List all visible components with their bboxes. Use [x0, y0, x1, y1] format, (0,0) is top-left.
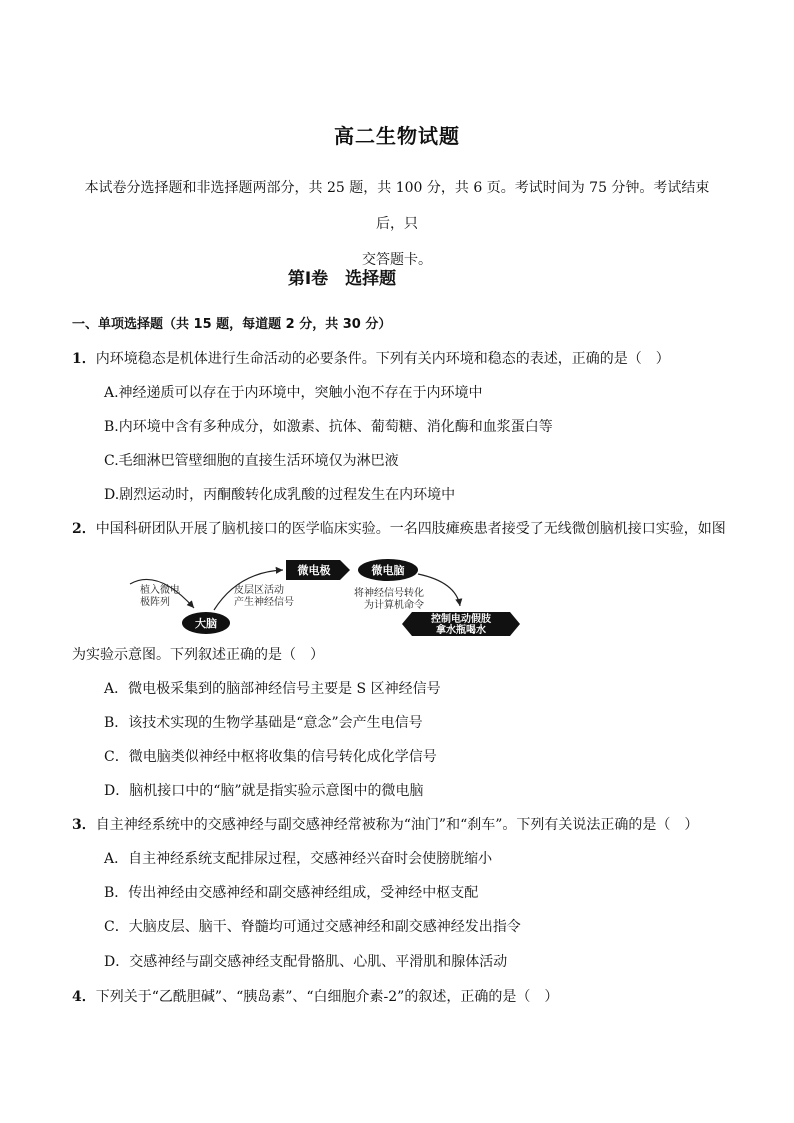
page-title: 高二生物试题 [334, 124, 460, 148]
question-2-option-a: A．微电极采集到的脑部神经信号主要是 S 区神经信号 [104, 681, 441, 697]
section-title: 第Ⅰ卷 选择题 [287, 269, 397, 289]
electrode-label: 微电极 [297, 564, 331, 577]
question-1-option-c: C.毛细淋巴管壁细胞的直接生活环境仅为淋巴液 [104, 453, 399, 469]
label-convert-line-2: 为计算机命令 [364, 600, 424, 611]
label-cortex-line-2: 产生神经信号 [234, 597, 294, 608]
question-2-option-c: C．微电脑类似神经中枢将收集的信号转化成化学信号 [104, 749, 437, 765]
output-label-line-1: 控制电动假肢 [431, 614, 491, 625]
instructions-line-1: 本试卷分选择题和非选择题两部分，共 25 题，共 100 分，共 6 页。考试时间为 75 分钟。考试结束后，只 [84, 180, 710, 232]
question-text: 内环境稳态是机体进行生命活动的必要条件。下列有关内环境和稳态的表述，正确的是（ ） [95, 351, 670, 367]
question-3-option-d: D．交感神经与副交感神经支配骨骼肌、心肌、平滑肌和腺体活动 [104, 954, 508, 970]
question-number: 1． [72, 351, 96, 367]
label-convert-line-1: 将神经信号转化 [354, 588, 424, 599]
output-label-line-2: 拿水瓶喝水 [436, 625, 486, 636]
question-2-stem-continued: 为实验示意图。下列叙述正确的是（ ） [72, 647, 324, 663]
diagram-svg [118, 554, 528, 644]
question-2-stem [72, 518, 726, 538]
question-1-stem [72, 348, 670, 368]
question-3-option-a: A．自主神经系统支配排尿过程，交感神经兴奋时会使膀胱缩小 [104, 851, 493, 867]
part-heading: 一、单项选择题（共 15 题，每道题 2 分，共 30 分） [72, 317, 392, 332]
question-2-option-b: B．该技术实现的生物学基础是“意念”会产生电信号 [104, 715, 423, 731]
question-1-option-a: A.神经递质可以存在于内环境中，突触小泡不存在于内环境中 [104, 385, 483, 401]
question-text: 下列关于“乙酰胆碱”、“胰岛素”、“白细胞介素-2”的叙述，正确的是（ ） [95, 989, 559, 1005]
arrow-computer-to-output [418, 574, 460, 606]
question-1-option-b: B.内环境中含有多种成分，如激素、抗体、葡萄糖、消化酶和血浆蛋白等 [104, 419, 553, 435]
question-2-option-d: D．脑机接口中的“脑”就是指实验示意图中的微电脑 [104, 783, 424, 799]
label-implant-line-1: 植入微电 [140, 585, 180, 596]
question-3-option-c: C．大脑皮层、脑干、脊髓均可通过交感神经和副交感神经发出指令 [104, 919, 521, 935]
question-number: 3． [72, 817, 96, 833]
question-text: 自主神经系统中的交感神经与副交感神经常被称为“油门”和“刹车”。下列有关说法正确的是（ ） [95, 817, 699, 833]
brain-computer-interface-diagram [118, 554, 528, 644]
brain-label: 大脑 [195, 617, 217, 630]
question-3-option-b: B．传出神经由交感神经和副交感神经组成，受神经中枢支配 [104, 885, 479, 901]
question-number: 4． [72, 989, 96, 1005]
label-implant-line-2: 极阵列 [140, 597, 170, 608]
computer-label: 微电脑 [371, 564, 405, 577]
label-cortex-line-1: 皮层区活动 [234, 585, 284, 596]
question-4-stem [72, 986, 558, 1006]
question-3-stem [72, 814, 698, 834]
question-number: 2． [72, 521, 96, 537]
question-1-option-d: D.剧烈运动时，丙酮酸转化成乳酸的过程发生在内环境中 [104, 487, 456, 503]
exam-instructions [72, 170, 722, 278]
instructions-line-2: 交答题卡。 [362, 252, 432, 268]
question-text: 中国科研团队开展了脑机接口的医学临床实验。一名四肢瘫痪患者接受了无线微创脑机接口实验，如图 [95, 521, 726, 537]
